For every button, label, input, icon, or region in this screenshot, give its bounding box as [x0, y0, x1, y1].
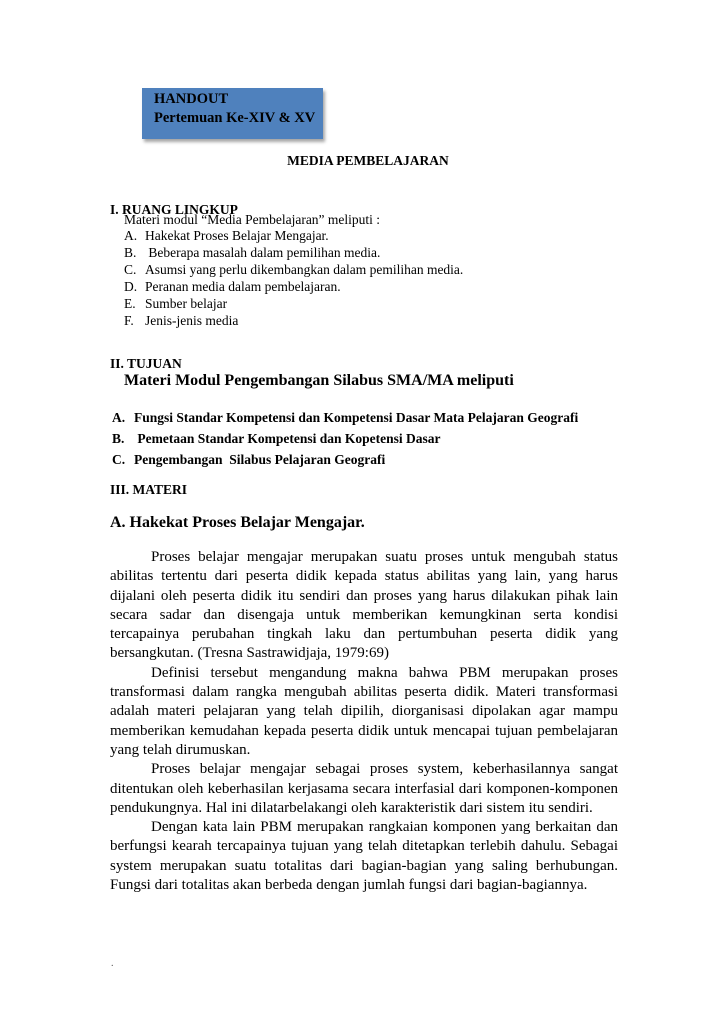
- paragraph: Dengan kata lain PBM merupakan rangkaian komponen yang berkaitan dan berfungsi kearah tercapainya tujuan yang telah ditetapkan terlebih dahulu. Sebagai system merupakan suatu totalitas dari bagian-bagian yang saling berhubungan. Fungsi dari totalitas akan berbeda dengan jumlah fungsi dari bagian-bagiannya.: [110, 819, 618, 894]
- section1-intro: Materi modul “Media Pembelajaran” meliputi :: [124, 212, 381, 227]
- paragraph: Definisi tersebut mengandung makna bahwa PBM merupakan proses transformasi dalam rangka mengubah abilitas peserta didik. Materi transformasi adalah materi pelajaran yang telah dipilih, diorganisasi dipolakan agar mampu memberikan kemudahan kepada peserta didik untuk mencapai tujuan pembelajaran yang telah dirumuskan.: [110, 664, 618, 758]
- document-page: HANDOUT Pertemuan Ke-XIV & XV MEDIA PEMBELAJARAN I. RUANG LINGKUP Materi modul “Media Pembelajaran” meliputi : A. Hakekat Proses Belajar Mengajar. B. Beberapa masalah dalam pemilihan media. C. Asumsi yang perlu dikembangkan dalam pemilihan media. D. Peranan media dalam pembelajaran. E. Sumber belajar F. Jenis-jenis media II. TUJUAN Materi Modul Pengembangan Silabus SMA/MA meliputi A. Fungsi Standar Kompetensi dan Kompetensi Dasar Mata Pelajaran Geografi B. Pemetaan Standar Kompetensi dan Kopetensi Dasar C. Pengembangan Silabus Pelajaran Geografi III. MATERI A. Hakekat Proses Belajar Mengajar. Proses belajar mengajar merupakan suatu proses untuk mengubah status abilitas tertentu dari peserta didik kepada status abilitas yang lain, yang harus dijalani oleh peserta didik itu sendiri dan proses yang harus dilakukan pihak lain secara sadar dan disengaja untuk memberikan kemungkinan serta kondisi tercapainya perubahan tingkah laku dan pertumbuhan peserta didik yang bersangkutan. (Tresna Sastrawidjaja, 1979:69) Definisi tersebut mengandung makna bahwa PBM merupakan proses transformasi dalam rangka mengubah abilitas peserta didik. Materi transformasi adalah materi pelajaran yang telah dipilih, diorganisasi dipolakan agar mampu memberikan kemudahan kepada peserta didik untuk mencapai tujuan pembelajaran yang telah dirumuskan. Proses belajar mengajar sebagai proses system, keberhasilannya sangat ditentukan oleh keberhasilan kerjasama secara interfasial dari komponen-komponen pendukungnya. Hal ini dilatarbelakangi oleh karakteristik dari sistem itu sendiri. Dengan kata lain PBM merupakan rangkaian komponen yang berkaitan dan berfungsi kearah tercapainya tujuan yang telah ditetapkan terlebih dahulu. Sebagai system merupakan suatu totalitas dari bagian-bagian yang saling berhubungan. Fungsi dari totalitas akan berbeda dengan jumlah fungsi dari bagian-bagiannya. .: [0, 0, 728, 1030]
- section2-heading: II. TUJUAN: [110, 356, 182, 371]
- paragraph: Proses belajar mengajar merupakan suatu proses untuk mengubah status abilitas tertentu dari peserta didik kepada status abilitas yang lain, yang harus dijalani oleh peserta didik itu sendiri dan proses yang harus dilakukan pihak lain secara sadar dan disengaja untuk memberikan kemungkinan serta kondisi tercapainya perubahan tingkah laku dan pertumbuhan peserta didik yang bersangkutan. (Tresna Sastrawidjaja, 1979:69): [110, 549, 618, 662]
- handout-label: HANDOUT: [154, 91, 229, 107]
- section1-heading: I. RUANG LINGKUP: [110, 202, 238, 217]
- meeting-label: Pertemuan Ke-XIV & XV: [154, 110, 316, 126]
- section3-heading: III. MATERI: [110, 482, 188, 497]
- handout-box: [142, 88, 323, 139]
- section3-subheading: A. Hakekat Proses Belajar Mengajar.: [110, 514, 365, 531]
- footer-mark: .: [111, 958, 114, 969]
- paragraph: Proses belajar mengajar sebagai proses system, keberhasilannya sangat ditentukan oleh keberhasilan kerjasama secara interfasial dari komponen-komponen pendukungnya. Hal ini dilatarbelakangi oleh karakteristik dari sistem itu sendiri.: [110, 761, 618, 816]
- document-title: MEDIA PEMBELAJARAN: [287, 153, 449, 168]
- section2-subheading: Materi Modul Pengembangan Silabus SMA/MA meliputi: [124, 372, 514, 389]
- body-text: [110, 548, 618, 895]
